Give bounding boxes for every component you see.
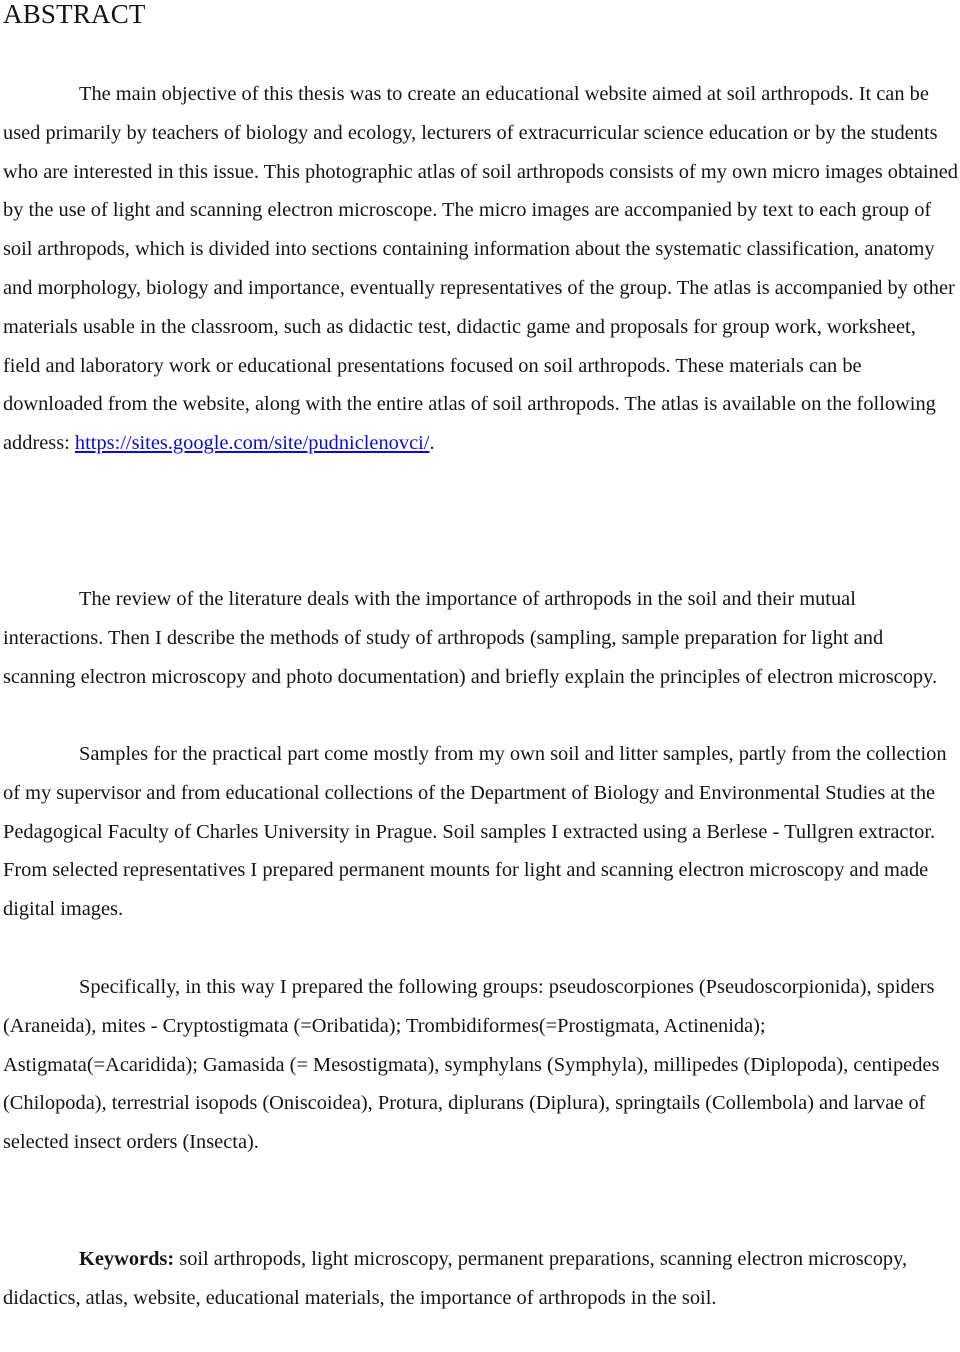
keywords-paragraph — [3, 1240, 958, 1318]
abstract-paragraph-groups: Specifically, in this way I prepared the following groups: pseudoscorpiones (Pseudoscorpionida), spiders (Araneida), mites - Cryptostigmata (=Oribatida); Trombidiformes(=Prostigmata, Actinenida); Astigmata(=Acaridida); Gamasida (= Mesostigmata), symphylans (Symphyla), millipedes (Diplopoda), centipedes (Chilopoda), terrestrial isopods (Oniscoidea), Protura, diplurans (Diplura), springtails (Collembola) and larvae of selected insect orders (Insecta). — [3, 976, 940, 1154]
abstract-paragraph-objective — [3, 75, 958, 463]
abstract-paragraph-samples: Samples for the practical part come mostly from my own soil and litter samples, partly from the collection of my supervisor and from educational collections of the Department of Biology and Environmental Studies at the Pedagogical Faculty of Charles University in Prague. Soil samples I extracted using a Berlese - Tullgren extractor. From selected representatives I prepared permanent mounts for light and scanning electron microscopy and made digital images. — [3, 743, 947, 921]
paragraph-text: The main objective of this thesis was to create an educational website aimed at soil arthropods. It can be used primarily by teachers of biology and ecology, lecturers of extracurricular science education or by the students who are interested in this issue. This photographic atlas of soil arthropods consists of my own micro images obtained by the use of light and scanning electron microscope. The micro images are accompanied by text to each group of soil arthropods, which is divided into sections containing information about the systematic classification, anatomy and morphology, biology and importance, eventually representatives of the group. The atlas is accompanied by other materials usable in the classroom, such as didactic test, didactic game and proposals for group work, worksheet, field and laboratory work or educational presentations focused on soil arthropods. These materials can be downloaded from the website, along with the entire atlas of soil arthropods. The atlas is available on the following address: — [3, 83, 958, 455]
paragraph-end-punctuation: . — [429, 432, 435, 455]
atlas-website-link[interactable]: https://sites.google.com/site/pudniclenovci/ — [74, 432, 430, 455]
abstract-paragraph-literature-review: The review of the literature deals with the importance of arthropods in the soil and their mutual interactions. Then I describe the methods of study of arthropods (sampling, sample preparation for light and scanning electron microscopy and photo documentation) and briefly explain the principles of electron microscopy. — [3, 588, 938, 688]
page-title: ABSTRACT — [3, 0, 146, 29]
keywords-text: soil arthropods, light microscopy, permanent preparations, scanning electron microscopy, didactics, atlas, website, educational materials, the importance of arthropods in the soil. — [3, 1248, 908, 1309]
keywords-label: Keywords: — [79, 1248, 175, 1270]
